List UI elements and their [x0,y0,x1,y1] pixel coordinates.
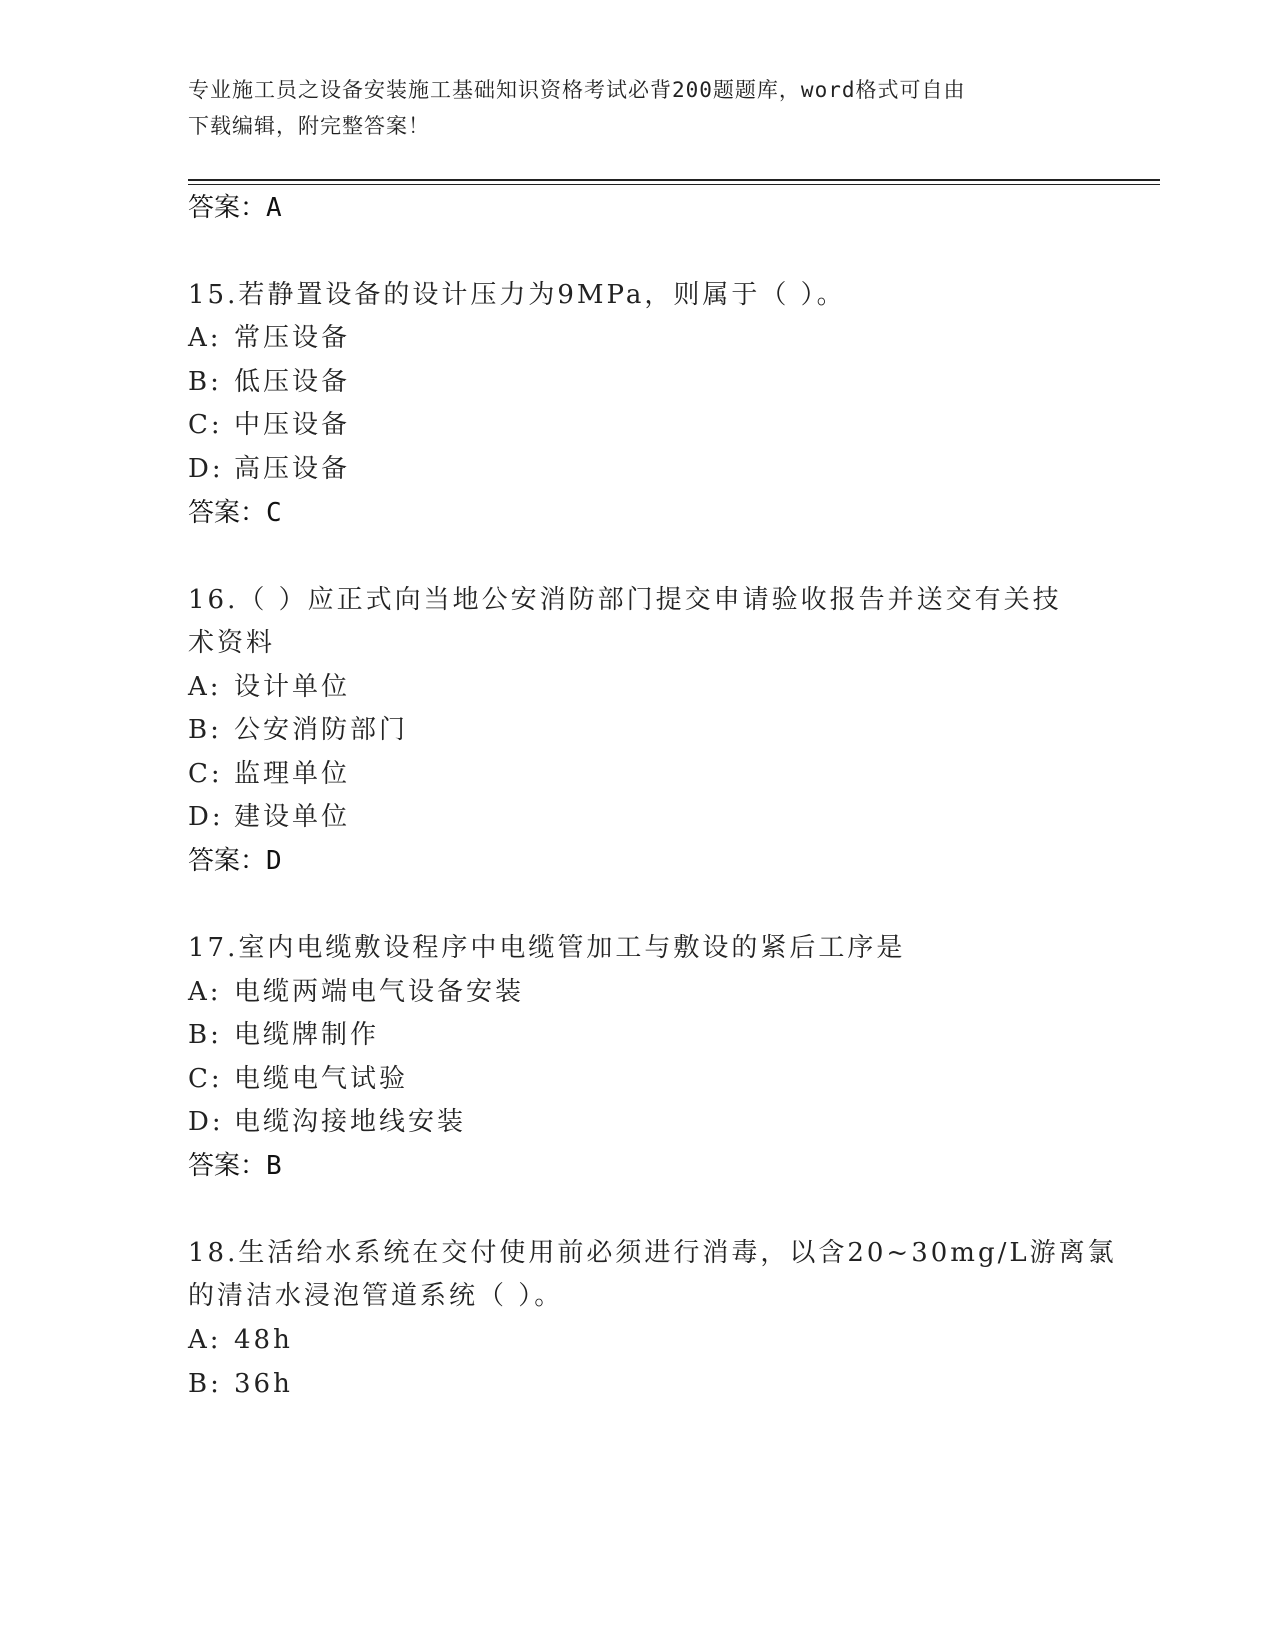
option-letter: D: [188,454,224,484]
option-letter: D: [188,802,224,832]
option-text: 中压设备 [234,410,351,440]
option-d [188,447,1088,492]
question-stem-line: 18.生活给水系统在交付使用前必须进行消毒，以含20~30mg/L游离氯 [188,1238,1117,1268]
option-text: 监理单位 [234,759,351,789]
option-text: 公安消防部门 [234,715,409,745]
option-letter: C: [188,759,223,789]
option-letter: A: [188,323,222,353]
option-text: 设计单位 [234,672,351,702]
question-stem-line: 17.室内电缆敷设程序中电缆管加工与敷设的紧后工序是 [188,933,906,963]
question-stem-line: 的清洁水浸泡管道系统（ ）。 [188,1281,564,1311]
option-letter: B: [188,367,222,397]
header-line-1: 专业施工员之设备安装施工基础知识资格考试必背200题题库，word格式可自由 [188,78,966,102]
option-letter: C: [188,410,223,440]
option-letter: A: [188,1325,222,1355]
option-text: 低压设备 [234,367,351,397]
option-d [188,1100,1088,1145]
option-text: 电缆沟接地线安装 [234,1107,467,1137]
option-letter: D: [188,1107,224,1137]
answer: 答案：D [188,846,282,876]
option-text: 高压设备 [234,454,351,484]
header-divider-thin [188,184,1160,185]
header-line-2: 下载编辑，附完整答案！ [188,114,430,138]
option-letter: A: [188,672,222,702]
option-b [188,360,1088,405]
option-b [188,1362,1088,1407]
header-divider-thick [188,179,1160,181]
answer: 答案：C [188,498,282,528]
question-stem-line: 16.（ ）应正式向当地公安消防部门提交申请验收报告并送交有关技 [188,585,1062,615]
question-stem-line: 术资料 [188,628,276,658]
option-text: 常压设备 [234,323,351,353]
option-text: 电缆两端电气设备安装 [234,977,525,1007]
option-b [188,708,1088,753]
option-letter: C: [188,1064,223,1094]
option-text: 建设单位 [234,802,351,832]
option-letter: B: [188,1020,222,1050]
option-text: 电缆牌制作 [234,1020,380,1050]
option-c [188,752,1088,797]
option-b [188,1013,1088,1058]
option-a [188,970,1088,1015]
option-a [188,316,1088,361]
option-letter: A: [188,977,222,1007]
option-c [188,403,1088,448]
option-d [188,795,1088,840]
option-text: 48h [234,1325,293,1355]
option-a [188,665,1088,710]
option-text: 36h [234,1369,293,1399]
option-text: 电缆电气试验 [234,1064,409,1094]
option-letter: B: [188,1369,222,1399]
option-a [188,1318,1088,1363]
previous-answer: 答案：A [188,193,282,223]
answer: 答案：B [188,1151,282,1181]
option-c [188,1057,1088,1102]
question-stem-line: 15.若静置设备的设计压力为9MPa，则属于（ ）。 [188,280,846,310]
option-letter: B: [188,715,222,745]
document-header [188,72,1088,144]
